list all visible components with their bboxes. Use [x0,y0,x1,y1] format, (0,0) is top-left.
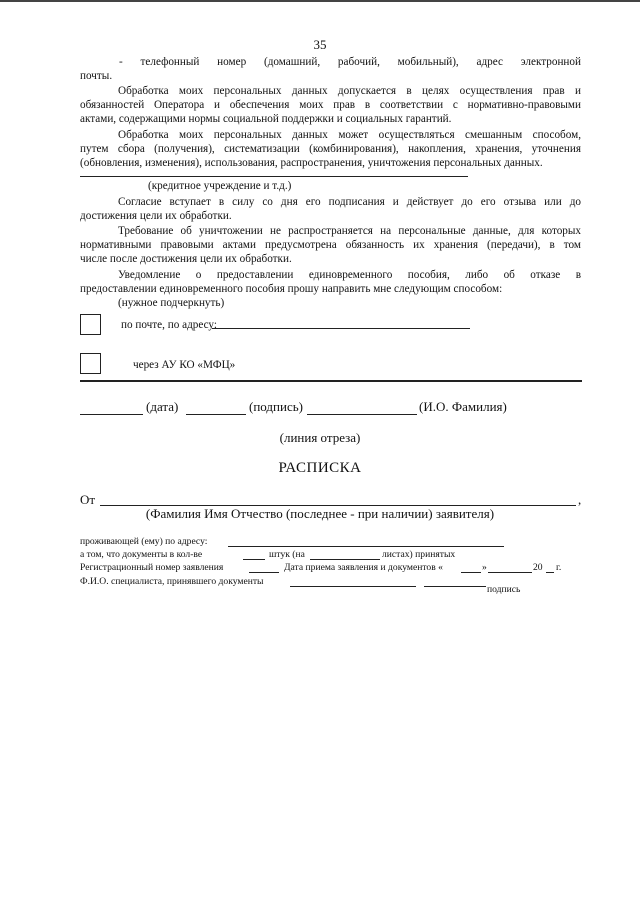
signature-caption: (подпись) [249,399,303,414]
specialist-signature-field[interactable] [424,586,486,587]
top-border [0,0,640,2]
specialist-label: Ф.И.О. специалиста, принявшего документы [80,576,264,587]
date-caption: (дата) [146,399,179,414]
paragraph-line: числе после достижения цели их обработки. [80,253,292,265]
paragraph-line: (нужное подчеркнуть) [118,297,225,309]
docs-sheets-field[interactable] [310,559,380,560]
mfc-option-checkbox[interactable] [80,353,101,374]
paragraph-line: Согласие вступает в силу со дня его подписания и действует до его отзыва или до [118,196,581,208]
paragraph-line: Обработка моих персональных данных допускается в целях осуществления прав и [118,85,581,97]
day-field[interactable] [461,572,481,573]
reg-number-field[interactable] [249,572,279,573]
signature-field[interactable] [186,414,246,415]
page-number: 35 [313,37,327,52]
mail-address-field[interactable] [212,328,470,329]
paragraph-line: Обработка моих персональных данных может осуществляться смешанным способом, [118,129,581,141]
paragraph-line: обязанностей Оператора и обеспечения моих прав в соответствии с нормативно-правовыми [80,99,581,111]
date-quote-close: » [482,562,487,573]
residing-label: проживающей (ему) по адресу: [80,536,208,547]
year-field[interactable] [546,572,554,573]
mail-option-checkbox[interactable] [80,314,101,335]
receipt-title: РАСПИСКА [278,460,362,476]
paragraph-line: Уведомление о предоставлении единовременного пособия, либо об отказе в [118,269,581,281]
from-caption: (Фамилия Имя Отчество (последнее - при наличии) заявителя) [145,506,495,521]
docs-count-field[interactable] [243,559,265,560]
specialist-name-field[interactable] [290,586,416,587]
paragraph-line: - телефонный номер (домашний, рабочий, мобильный), адрес электронной [119,56,581,68]
paragraph-line: предоставлении единовременного пособия прошу направить мне следующим способом: [80,283,503,295]
paragraph-line: актами, содержащими нормы социальной поддержки и социальных гарантий. [80,113,452,125]
mfc-option-label: через АУ КО «МФЦ» [133,359,236,371]
paragraph-line: путем сбора (получения), систематизации (комбинирования), накопления, хранения, уточнения [80,143,581,155]
year-suffix: г. [556,562,562,573]
from-end: , [578,492,582,507]
docs-accepted-label: листах) принятых [382,549,456,560]
paragraph-line: Требование об уничтожении не распространяется на персональные данные, для которых [118,225,581,237]
residing-address-field[interactable] [228,546,504,547]
paragraph-line: нормативными правовыми актами предусмотрена обязанность их хранения (передачи), в том [80,239,581,251]
credit-institution-blank [80,176,468,177]
date-field[interactable] [80,414,143,415]
from-label: От [80,492,96,507]
specialist-signature-caption: подпись [487,584,521,595]
docs-pieces-label: штук (на [269,549,305,560]
month-field[interactable] [488,572,532,573]
name-caption: (И.О. Фамилия) [419,399,507,414]
paragraph-line: почты. [80,70,113,82]
year-prefix: 20 [533,562,543,573]
paragraph-line: достижения цели их обработки. [80,210,232,222]
name-field[interactable] [307,414,417,415]
date-received-label: Дата приема заявления и документов « [284,562,443,573]
docs-count-label: а том, что документы в кол-ве [80,549,203,560]
paragraph-line: (обновления, изменения), использования, распространения, уничтожения персональных данных. [80,157,543,169]
section-divider [80,380,582,382]
reg-number-label: Регистрационный номер заявления [80,562,224,573]
cut-line-caption: (линия отреза) [279,430,361,445]
credit-caption: (кредитное учреждение и т.д.) [148,180,292,192]
mail-option-label: по почте, по адресу: [121,319,217,331]
